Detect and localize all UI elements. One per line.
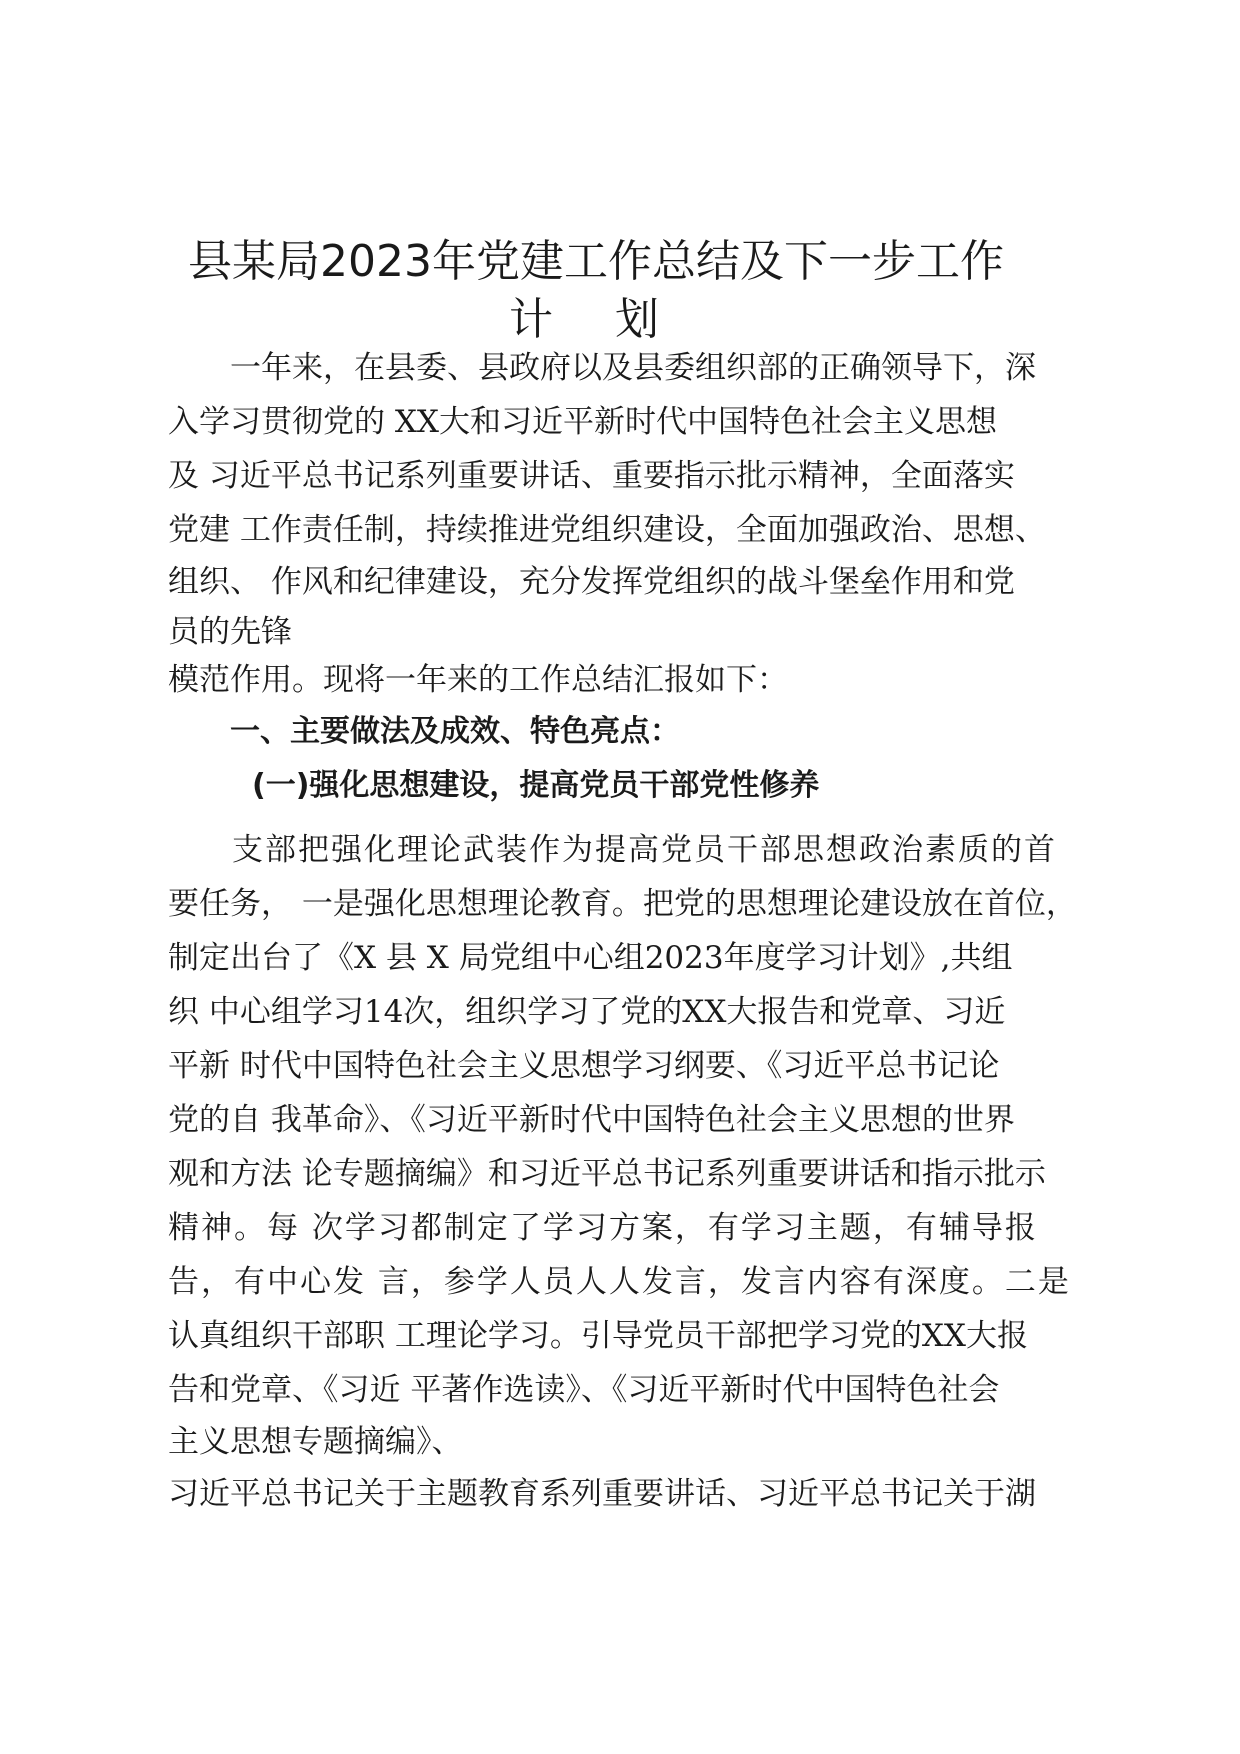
body-line: 党的自 我革命》、《习近平新时代中国特色社会主义思想的世界 <box>168 1102 1015 1138</box>
body-line: 要任务， 一是强化思想理论教育。把党的思想理论建设放在首位， <box>168 886 1077 922</box>
intro-line: 员的先锋 <box>168 614 292 650</box>
intro-line: 入学习贯彻党的 XX大和习近平新时代中国特色社会主义思想 <box>168 404 997 440</box>
section-heading: 一、主要做法及成效、特色亮点： <box>230 714 680 749</box>
document-title-line-1: 县某局2023年党建工作总结及下一步工作 <box>188 236 1004 287</box>
body-line: 制定出台了《X 县 X 局党组中心组2023年度学习计划》,共组 <box>168 940 1013 976</box>
body-line: 告和党章、《习近 平著作选读》、《习近平新时代中国特色社会 <box>168 1372 1000 1408</box>
intro-line: 组织、 作风和纪律建设，充分发挥党组织的战斗堡垒作用和党 <box>168 564 1015 600</box>
body-line: 支部把强化理论武装作为提高党员干部思想政治素质的首 <box>232 832 1057 868</box>
intro-line: 模范作用。现将一年来的工作总结汇报如下： <box>168 662 788 698</box>
body-line: 认真组织干部职 工理论学习。引导党员干部把学习党的XX大报 <box>168 1318 1028 1354</box>
body-line: 告，有中心发 言，参学人员人人发言，发言内容有深度。二是 <box>168 1264 1071 1300</box>
document-title-line-2: 计 划 <box>509 294 683 345</box>
body-line: 主义思想专题摘编》、 <box>168 1424 463 1460</box>
subsection-heading: (一)强化思想建设，提高党员干部党性修养 <box>252 768 820 803</box>
body-line: 观和方法 论专题摘编》和习近平总书记系列重要讲话和指示批示 <box>168 1156 1046 1192</box>
intro-line: 一年来，在县委、县政府以及县委组织部的正确领导下，深 <box>230 350 1036 386</box>
body-line: 织 中心组学习14次，组织学习了党的XX大报告和党章、习近 <box>168 994 1006 1030</box>
body-line: 平新 时代中国特色社会主义思想学习纲要、《习近平总书记论 <box>168 1048 1000 1084</box>
intro-line: 及 习近平总书记系列重要讲话、重要指示批示精神，全面落实 <box>168 458 1015 494</box>
body-line: 精神。每 次学习都制定了学习方案，有学习主题，有辅导报 <box>168 1210 1038 1246</box>
body-line: 习近平总书记关于主题教育系列重要讲话、习近平总书记关于湖 <box>168 1476 1036 1512</box>
intro-line: 党建 工作责任制，持续推进党组织建设，全面加强政治、思想、 <box>168 512 1046 548</box>
